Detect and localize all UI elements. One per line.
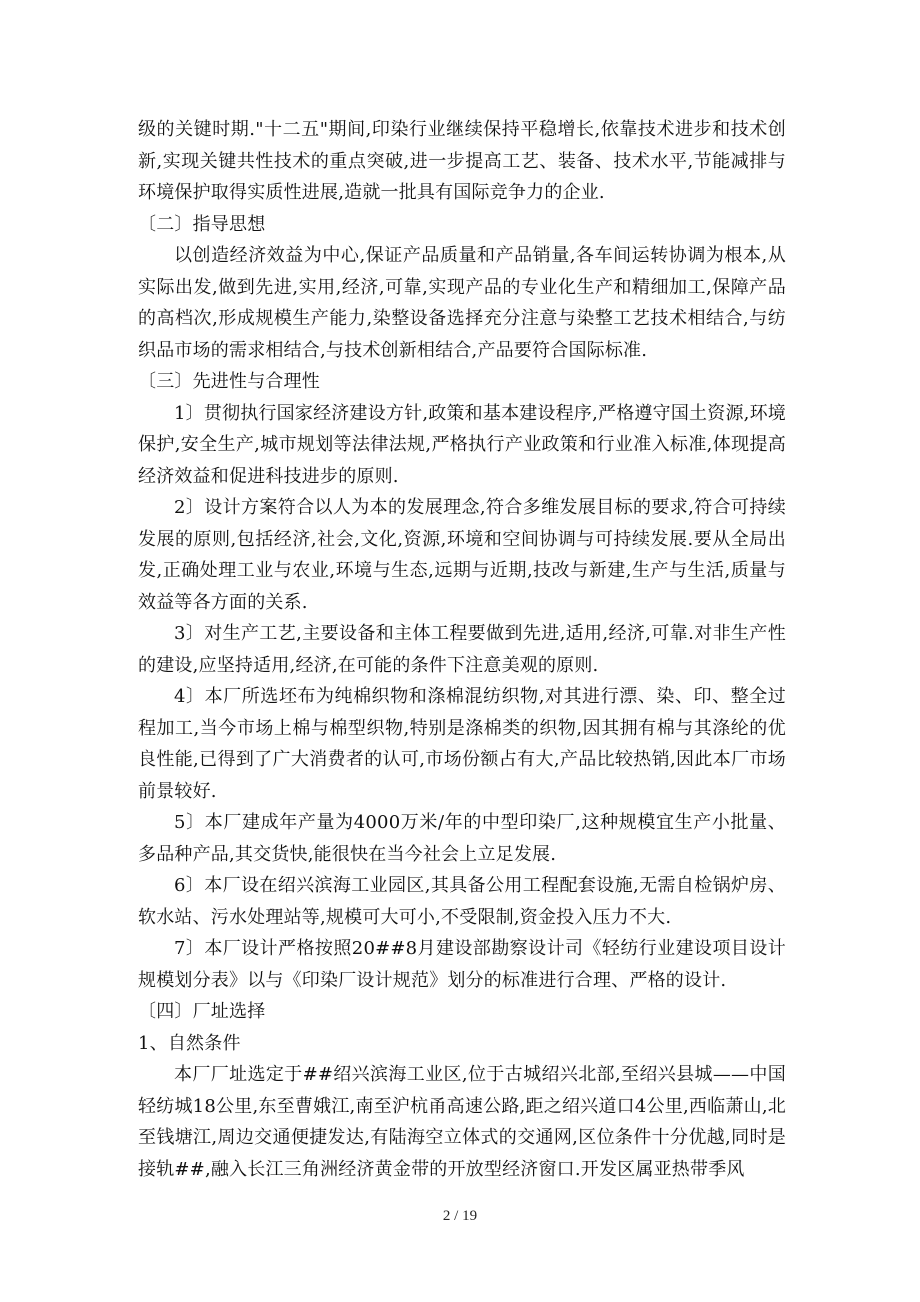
list-item-paragraph: 3〕对生产工艺,主要设备和主体工程要做到先进,适用,经济,可靠.对非生产性的建设,应坚持适用,经济,在可能的条件下注意美观的原则. bbox=[138, 623, 786, 676]
section-heading: 〔四〕厂址选择 bbox=[138, 1001, 266, 1022]
list-item-paragraph: 4〕本厂所选坯布为纯棉织物和涤棉混纺织物,对其进行漂、染、印、整全过程加工,当今市场上棉与棉型织物,特别是涤棉类的织物,因其拥有棉与其涤纶的优良性能,已得到了广大消费者的认可,市场份额占有大,产品比较热销,因此本厂市场前景较好. bbox=[138, 686, 786, 802]
list-item-paragraph: 2〕设计方案符合以人为本的发展理念,符合多维发展目标的要求,符合可持续发展的原则,包括经济,社会,文化,资源,环境和空间协调与可持续发展.要从全局出发,正确处理工业与农业,环境与生态,远期与近期,技改与新建,生产与生活,质量与效益等各方面的关系. bbox=[138, 497, 786, 613]
list-item-paragraph: 6〕本厂设在绍兴滨海工业园区,其具备公用工程配套设施,无需自检锅炉房、软水站、污水处理站等,规模可大可小,不受限制,资金投入压力不大. bbox=[138, 875, 786, 928]
subsection-heading: 1、自然条件 bbox=[138, 1032, 241, 1054]
paragraph: 本厂厂址选定于##绍兴滨海工业区,位于古城绍兴北部,至绍兴县城——中国轻纺城18公里,东至曹娥江,南至沪杭甬高速公路,距之绍兴道口4公里,西临萧山,北至钱塘江,周边交通便捷发达,有陆海空立体式的交通网,区位条件十分优越,同时是接轨##,融入长江三角洲经济黄金带的开放型经济窗口.开发区属亚热带季风 bbox=[138, 1064, 786, 1180]
paragraph: 级的关键时期."十二五"期间,印染行业继续保持平稳增长,依靠技术进步和技术创新,实现关键共性技术的重点突破,进一步提高工艺、装备、技术水平,节能减排与环境保护取得实质性进展,造就一批具有国际竞争力的企业. bbox=[138, 119, 786, 203]
section-heading: 〔二〕指导思想 bbox=[138, 213, 266, 235]
list-item-paragraph: 5〕本厂建成年产量为4000万米/年的中型印染厂,这种规模宜生产小批量、多品种产品,其交货快,能很快在当今社会上立足发展. bbox=[138, 812, 786, 865]
section-heading: 〔三〕先进性与合理性 bbox=[138, 371, 320, 392]
page-number: 2 / 19 bbox=[442, 1208, 478, 1224]
paragraph: 以创造经济效益为中心,保证产品质量和产品销量,各车间运转协调为根本,从实际出发,做到先进,实用,经济,可靠,实现产品的专业化生产和精细加工,保障产品的高档次,形成规模生产能力,染整设备选择充分注意与染整工艺技术相结合,与纺织品市场的需求相结合,与技术创新相结合,产品要符合国际标准. bbox=[138, 245, 786, 361]
list-item-paragraph: 7〕本厂设计严格按照20##8月建设部勘察设计司《轻纺行业建设项目设计规模划分表》以与《印染厂设计规范》划分的标准进行合理、严格的设计. bbox=[138, 938, 786, 991]
list-item-paragraph: 1〕贯彻执行国家经济建设方针,政策和基本建设程序,严格遵守国土资源,环境保护,安全生产,城市规划等法律法规,严格执行产业政策和行业准入标准,体现提高经济效益和促进科技进步的原则. bbox=[138, 402, 786, 487]
page-body bbox=[138, 114, 786, 1185]
